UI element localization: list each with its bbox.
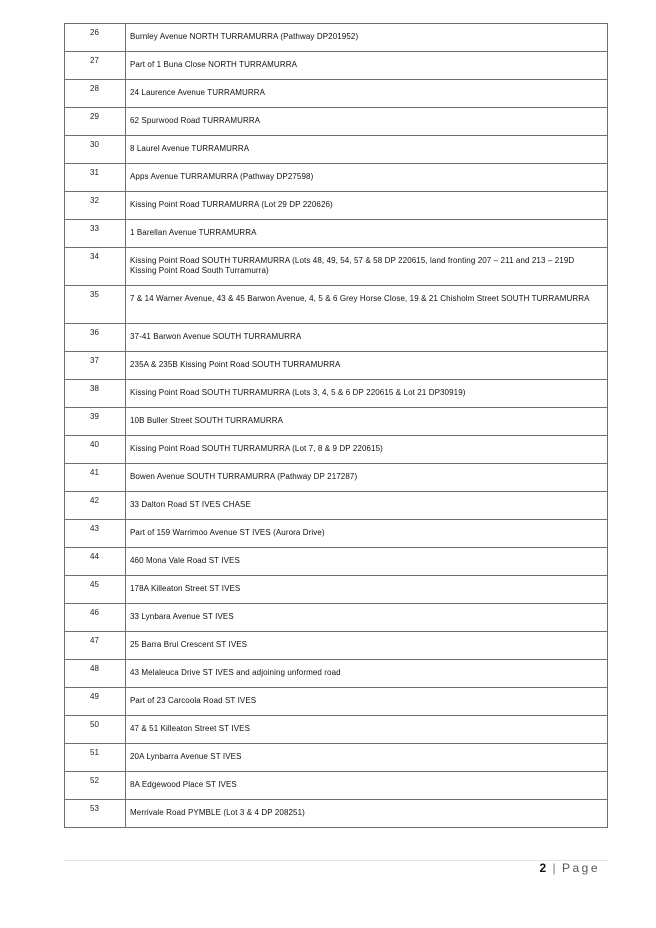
table-row bbox=[65, 660, 608, 688]
row-location: 235A & 235B Kissing Point Road SOUTH TURRAMURRA bbox=[126, 352, 608, 380]
row-number: 42 bbox=[65, 492, 126, 520]
row-number: 53 bbox=[65, 800, 126, 828]
row-location: Bowen Avenue SOUTH TURRAMURRA (Pathway DP 217287) bbox=[126, 464, 608, 492]
row-location: Part of 159 Warrimoo Avenue ST IVES (Aurora Drive) bbox=[126, 520, 608, 548]
table-row bbox=[65, 220, 608, 248]
row-number: 40 bbox=[65, 436, 126, 464]
table-row bbox=[65, 744, 608, 772]
table-row bbox=[65, 576, 608, 604]
table-row bbox=[65, 192, 608, 220]
row-number: 52 bbox=[65, 772, 126, 800]
table-row bbox=[65, 380, 608, 408]
row-number: 35 bbox=[65, 286, 126, 324]
row-location: 20A Lynbarra Avenue ST IVES bbox=[126, 744, 608, 772]
row-number: 32 bbox=[65, 192, 126, 220]
table-row bbox=[65, 108, 608, 136]
row-location: 33 Lynbara Avenue ST IVES bbox=[126, 604, 608, 632]
table-row bbox=[65, 24, 608, 52]
row-location: 1 Barellan Avenue TURRAMURRA bbox=[126, 220, 608, 248]
row-location: Merrivale Road PYMBLE (Lot 3 & 4 DP 208251) bbox=[126, 800, 608, 828]
row-number: 43 bbox=[65, 520, 126, 548]
row-location: Kissing Point Road TURRAMURRA (Lot 29 DP 220626) bbox=[126, 192, 608, 220]
row-location: Kissing Point Road SOUTH TURRAMURRA (Lot 7, 8 & 9 DP 220615) bbox=[126, 436, 608, 464]
table-row bbox=[65, 548, 608, 576]
table-row bbox=[65, 772, 608, 800]
row-location: 37-41 Barwon Avenue SOUTH TURRAMURRA bbox=[126, 324, 608, 352]
row-location: 33 Dalton Road ST IVES CHASE bbox=[126, 492, 608, 520]
row-number: 26 bbox=[65, 24, 126, 52]
page-label: Page bbox=[561, 861, 600, 875]
row-location: 460 Mona Vale Road ST IVES bbox=[126, 548, 608, 576]
sites-table-body bbox=[65, 24, 608, 828]
row-location: 8 Laurel Avenue TURRAMURRA bbox=[126, 136, 608, 164]
table-row bbox=[65, 716, 608, 744]
row-number: 49 bbox=[65, 688, 126, 716]
row-location: 47 & 51 Killeaton Street ST IVES bbox=[126, 716, 608, 744]
row-number: 45 bbox=[65, 576, 126, 604]
row-location: Part of 23 Carcoola Road ST IVES bbox=[126, 688, 608, 716]
table-row bbox=[65, 408, 608, 436]
row-location: 178A Killeaton Street ST IVES bbox=[126, 576, 608, 604]
table-row bbox=[65, 164, 608, 192]
row-number: 27 bbox=[65, 52, 126, 80]
row-number: 33 bbox=[65, 220, 126, 248]
row-number: 44 bbox=[65, 548, 126, 576]
row-location: Apps Avenue TURRAMURRA (Pathway DP27598) bbox=[126, 164, 608, 192]
row-number: 34 bbox=[65, 248, 126, 286]
footer-separator: | bbox=[552, 861, 556, 875]
row-number: 28 bbox=[65, 80, 126, 108]
table-row bbox=[65, 688, 608, 716]
page-footer bbox=[539, 861, 600, 875]
table-row bbox=[65, 464, 608, 492]
row-location: 25 Barra Brui Crescent ST IVES bbox=[126, 632, 608, 660]
table-row bbox=[65, 604, 608, 632]
row-number: 39 bbox=[65, 408, 126, 436]
table-row bbox=[65, 800, 608, 828]
table-row bbox=[65, 352, 608, 380]
row-location: 43 Melaleuca Drive ST IVES and adjoining unformed road bbox=[126, 660, 608, 688]
row-location: 8A Edgewood Place ST IVES bbox=[126, 772, 608, 800]
row-number: 31 bbox=[65, 164, 126, 192]
page-number: 2 bbox=[539, 861, 547, 875]
row-number: 41 bbox=[65, 464, 126, 492]
row-number: 46 bbox=[65, 604, 126, 632]
sites-table bbox=[64, 23, 608, 828]
table-row bbox=[65, 248, 608, 286]
table-row bbox=[65, 80, 608, 108]
table-row bbox=[65, 492, 608, 520]
row-location: 7 & 14 Warner Avenue, 43 & 45 Barwon Avenue, 4, 5 & 6 Grey Horse Close, 19 & 21 Chisholm Street SOUTH TURRAMURRA bbox=[126, 286, 608, 324]
row-location: Burnley Avenue NORTH TURRAMURRA (Pathway DP201952) bbox=[126, 24, 608, 52]
row-number: 29 bbox=[65, 108, 126, 136]
row-number: 51 bbox=[65, 744, 126, 772]
row-number: 48 bbox=[65, 660, 126, 688]
row-location: Part of 1 Buna Close NORTH TURRAMURRA bbox=[126, 52, 608, 80]
row-number: 38 bbox=[65, 380, 126, 408]
row-location: 24 Laurence Avenue TURRAMURRA bbox=[126, 80, 608, 108]
row-number: 37 bbox=[65, 352, 126, 380]
row-location: 62 Spurwood Road TURRAMURRA bbox=[126, 108, 608, 136]
footer-divider bbox=[64, 860, 608, 861]
table-row bbox=[65, 436, 608, 464]
table-row bbox=[65, 52, 608, 80]
row-location: Kissing Point Road SOUTH TURRAMURRA (Lots 3, 4, 5 & 6 DP 220615 & Lot 21 DP30919) bbox=[126, 380, 608, 408]
table-row bbox=[65, 520, 608, 548]
row-number: 50 bbox=[65, 716, 126, 744]
row-number: 30 bbox=[65, 136, 126, 164]
table-row bbox=[65, 136, 608, 164]
table-row bbox=[65, 286, 608, 324]
row-number: 47 bbox=[65, 632, 126, 660]
table-row bbox=[65, 324, 608, 352]
row-location: Kissing Point Road SOUTH TURRAMURRA (Lots 48, 49, 54, 57 & 58 DP 220615, land fronting 207 – 211 and 213 – 219D Kissing Point Road South Turramurra) bbox=[126, 248, 608, 286]
row-location: 10B Buller Street SOUTH TURRAMURRA bbox=[126, 408, 608, 436]
row-number: 36 bbox=[65, 324, 126, 352]
table-row bbox=[65, 632, 608, 660]
